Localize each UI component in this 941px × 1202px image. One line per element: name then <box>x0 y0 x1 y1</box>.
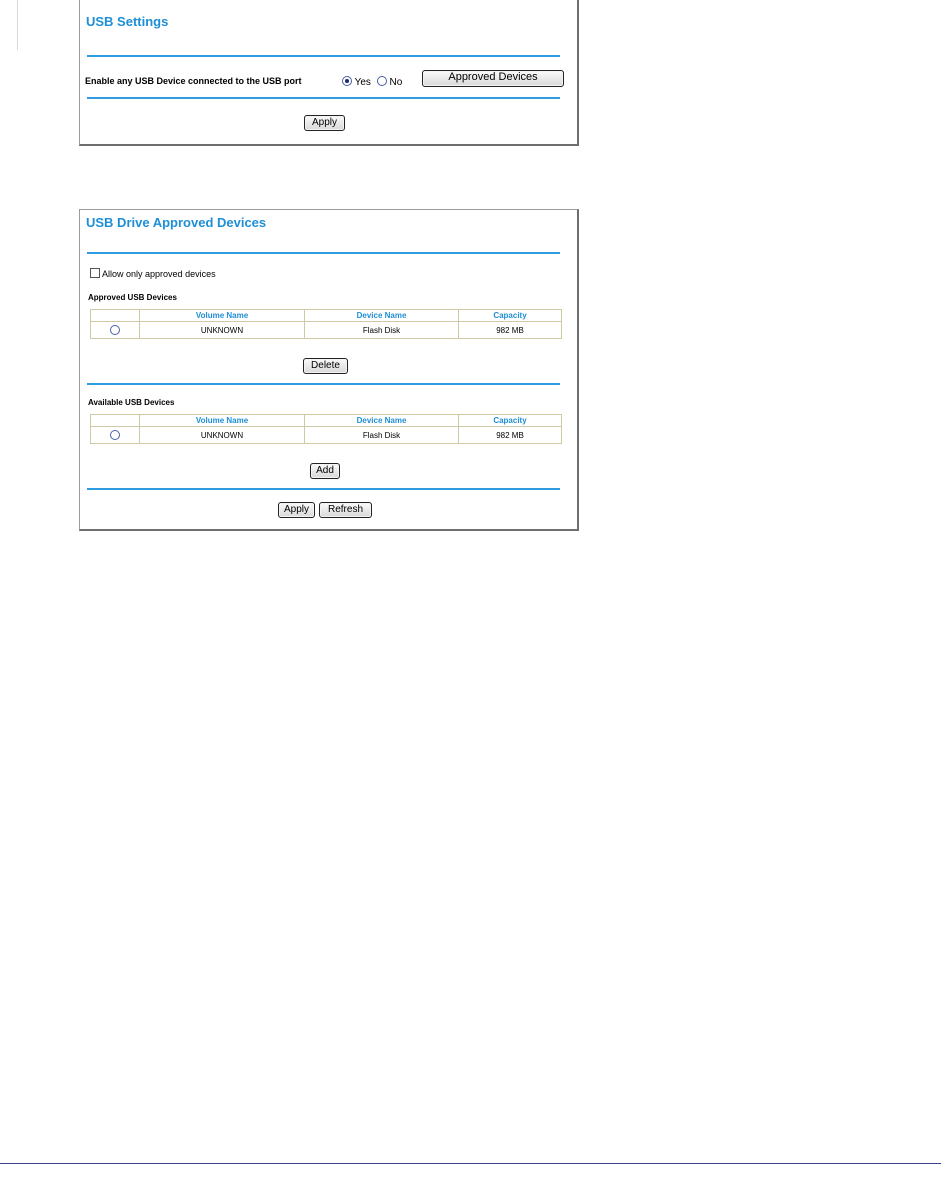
refresh-button[interactable]: Refresh <box>319 502 372 518</box>
col-capacity: Capacity <box>459 415 562 427</box>
apply-button[interactable]: Apply <box>304 115 345 131</box>
row-select-cell <box>91 427 140 444</box>
available-devices-table <box>90 414 562 444</box>
enable-usb-label: Enable any USB Device connected to the USB port <box>85 76 302 86</box>
yes-radio[interactable] <box>342 76 352 86</box>
col-volume-name: Volume Name <box>140 310 305 322</box>
row-select-cell <box>91 322 140 339</box>
enable-usb-options <box>342 76 402 88</box>
col-capacity: Capacity <box>459 310 562 322</box>
approved-section-label: Approved USB Devices <box>88 293 177 302</box>
allow-only-row <box>90 268 216 279</box>
col-device-name: Device Name <box>305 310 459 322</box>
allow-only-checkbox[interactable] <box>90 268 100 278</box>
col-volume-name: Volume Name <box>140 415 305 427</box>
usb-settings-title: USB Settings <box>86 14 169 29</box>
col-select <box>91 415 140 427</box>
table-header-row <box>91 310 562 322</box>
divider <box>87 383 560 385</box>
usb-settings-panel <box>79 0 579 146</box>
page-edge-line <box>17 0 18 50</box>
approved-devices-table <box>90 309 562 339</box>
row-select-radio[interactable] <box>110 325 120 335</box>
no-radio[interactable] <box>377 76 387 86</box>
device-name-cell: Flash Disk <box>305 322 459 339</box>
yes-label: Yes <box>354 77 371 88</box>
table-row <box>91 427 562 444</box>
volume-name-cell: UNKNOWN <box>140 322 305 339</box>
divider <box>87 55 560 57</box>
add-button[interactable]: Add <box>310 463 340 479</box>
footer-rule <box>0 1163 941 1164</box>
volume-name-cell: UNKNOWN <box>140 427 305 444</box>
divider <box>87 97 560 99</box>
col-select <box>91 310 140 322</box>
approved-devices-title: USB Drive Approved Devices <box>86 215 267 230</box>
delete-button[interactable]: Delete <box>303 358 348 374</box>
divider <box>87 252 560 254</box>
table-header-row <box>91 415 562 427</box>
no-label: No <box>389 77 403 88</box>
table-row <box>91 322 562 339</box>
approved-devices-button[interactable]: Approved Devices <box>422 70 564 87</box>
approved-devices-panel <box>79 209 579 531</box>
capacity-cell: 982 MB <box>459 322 562 339</box>
available-section-label: Available USB Devices <box>88 398 175 407</box>
row-select-radio[interactable] <box>110 430 120 440</box>
capacity-cell: 982 MB <box>459 427 562 444</box>
apply-button[interactable]: Apply <box>278 502 315 518</box>
divider <box>87 488 560 490</box>
col-device-name: Device Name <box>305 415 459 427</box>
device-name-cell: Flash Disk <box>305 427 459 444</box>
allow-only-label: Allow only approved devices <box>102 269 216 279</box>
